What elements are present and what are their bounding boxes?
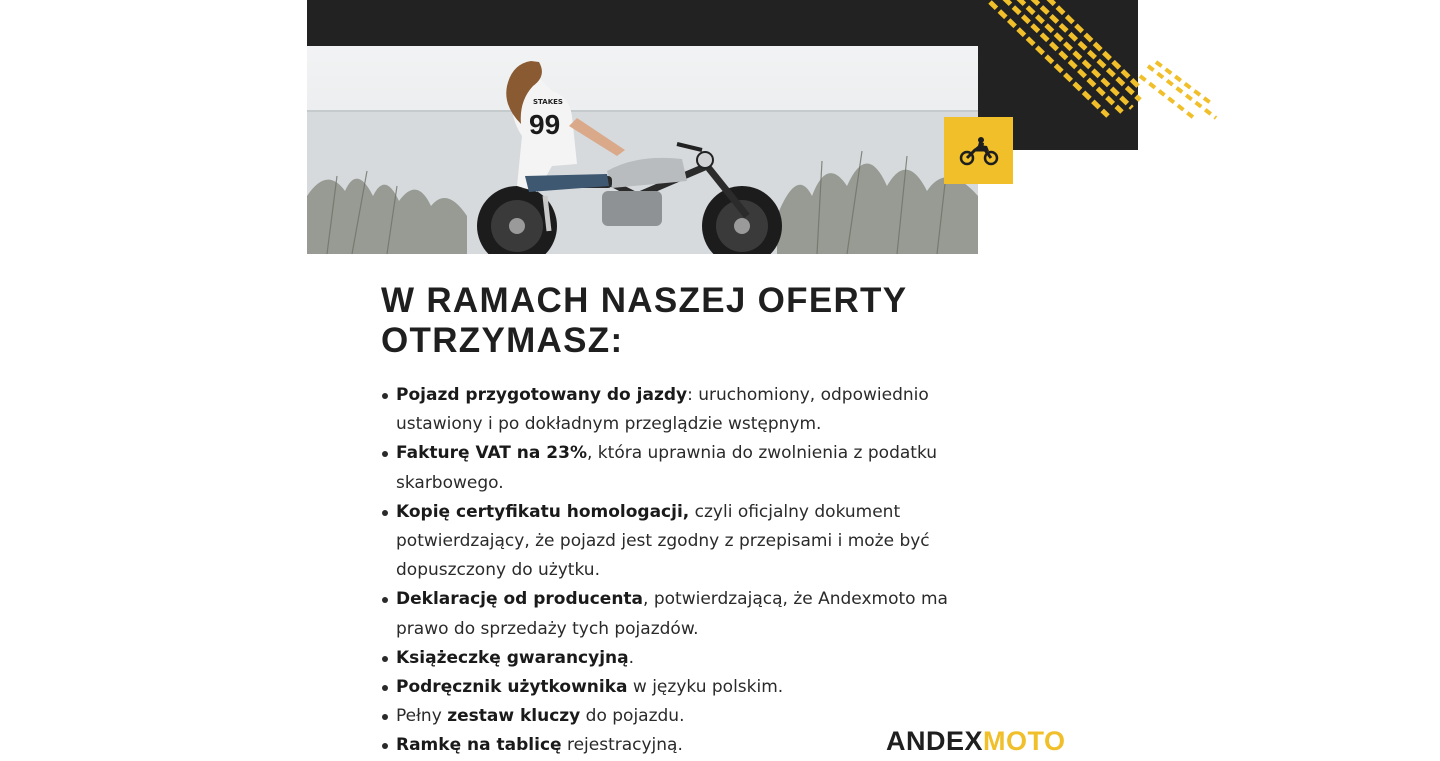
item-text: czyli oficjalny dokument potwierdzający, że pojazd jest zgodny z przepisami i może być dopuszczony do użytku. [396, 501, 930, 581]
item-text: : uruchomiony, odpowiednio ustawiony i po dokładnym przeglądzie wstępnym. [396, 385, 929, 435]
list-item [381, 439, 1001, 497]
item-bold: zestaw kluczy [447, 706, 581, 727]
item-text: do pojazdu. [580, 706, 685, 727]
list-item [381, 585, 1001, 643]
item-text: . [628, 647, 635, 668]
motorcycle-badge [944, 117, 1013, 184]
hero-photo [307, 46, 978, 254]
logo-part-moto: MOTO [983, 726, 1066, 756]
list-item [381, 498, 1001, 586]
item-bold: Podręcznik użytkownika [396, 677, 628, 698]
item-bold: Książeczkę gwarancyjną [396, 647, 629, 668]
list-item [381, 673, 1001, 702]
offer-list [381, 381, 1001, 761]
list-item [381, 644, 1001, 673]
shirt-text: STAKES [533, 98, 563, 106]
item-bold: Pojazd przygotowany do jazdy [396, 385, 688, 405]
item-bold: Deklarację od producenta [396, 589, 644, 610]
list-item [381, 381, 1001, 439]
item-text: , która uprawnia do zwolnienia z podatku skarbowego. [396, 443, 938, 493]
item-text: , potwierdzającą, że Andexmoto ma prawo do sprzedaży tych pojazdów. [396, 589, 948, 639]
item-text: rejestracyjną. [561, 735, 683, 756]
item-bold: Kopię certyfikatu homologacji, [396, 501, 690, 522]
offer-headline: W RAMACH NASZEJ OFERTY OTRZYMASZ: [381, 281, 907, 360]
tire-track-graphic [980, 0, 1220, 120]
item-prefix: Pełny [396, 706, 448, 727]
item-text: w języku polskim. [627, 677, 784, 698]
shirt-number: 99 [529, 109, 561, 140]
logo-part-andex: ANDEX [886, 726, 984, 756]
item-bold: Ramkę na tablicę [396, 735, 562, 756]
motorcycle-icon [959, 136, 999, 166]
item-bold: Fakturę VAT na 23% [396, 443, 587, 464]
